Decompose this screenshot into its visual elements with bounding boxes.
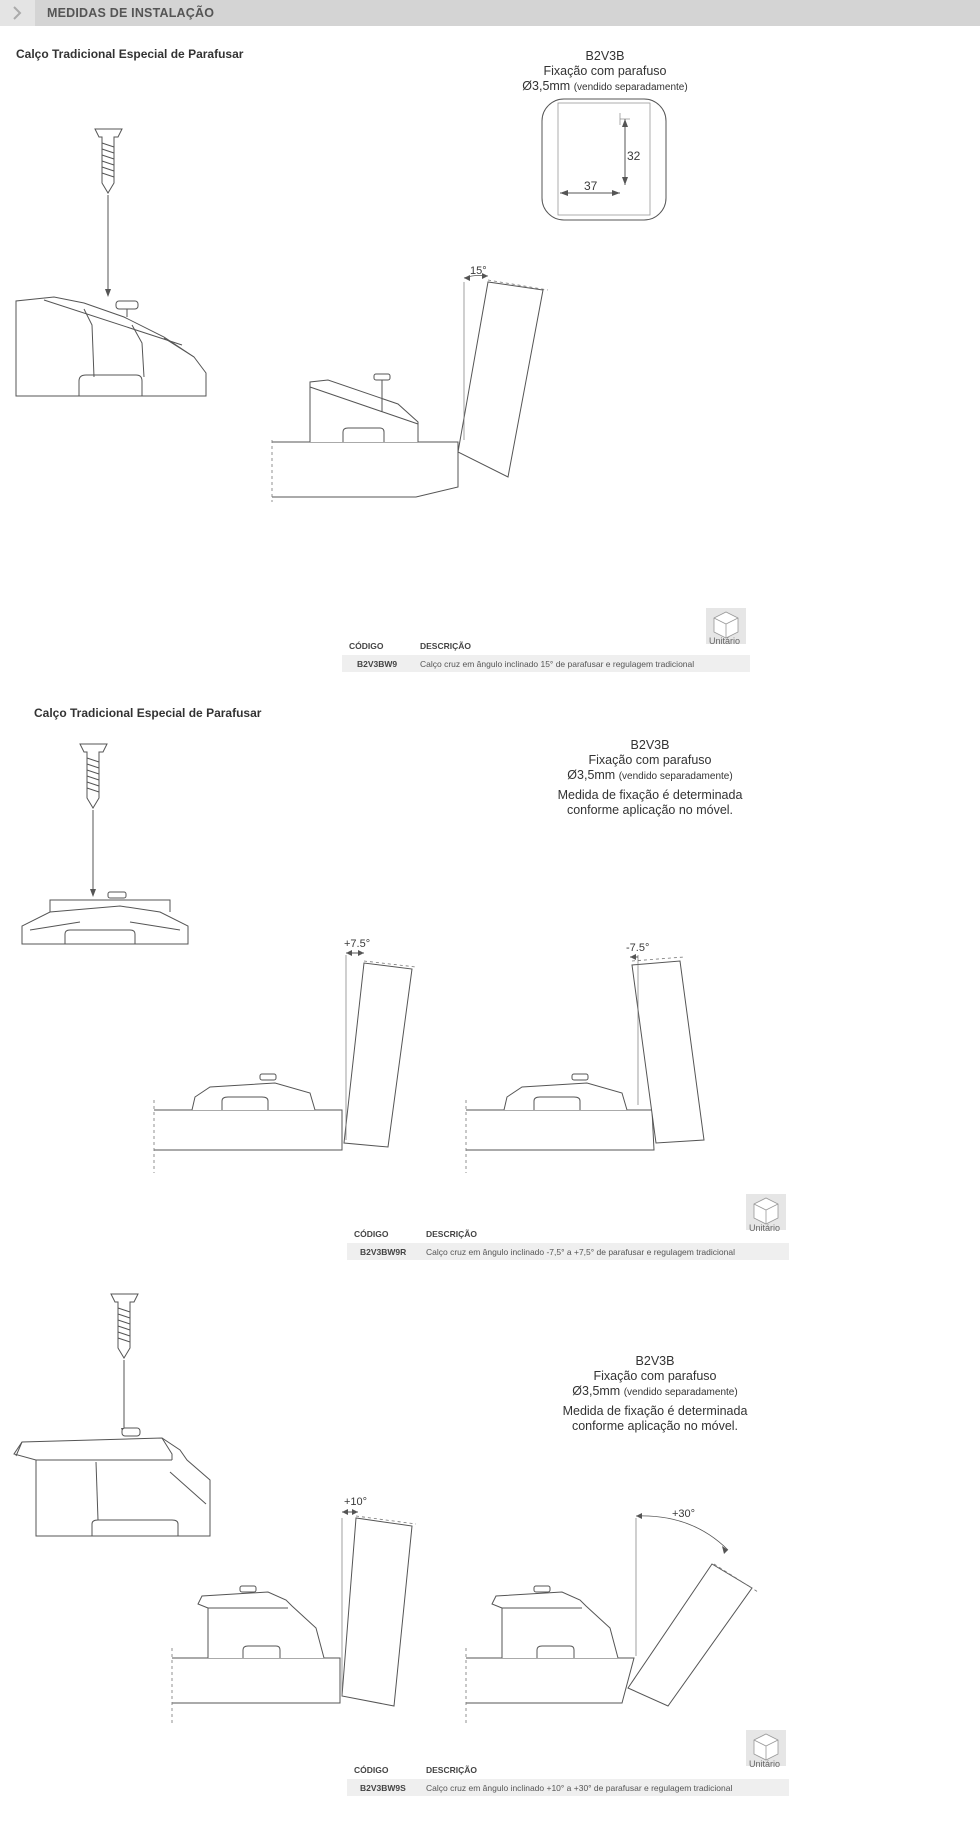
screw-icon — [75, 740, 115, 900]
table-row — [347, 1243, 789, 1260]
angle-label: +10° — [344, 1496, 368, 1508]
unit-label: Unitário — [709, 636, 741, 646]
spec-note-line-1: Medida de fixação é determinada — [557, 788, 743, 802]
table-header-code: CÓDIGO — [349, 641, 384, 651]
product-code: B2V3BW9R — [360, 1247, 407, 1257]
spec-diameter: Ø3,5mm — [572, 1384, 621, 1398]
spec-note-line-1: Medida de fixação é determinada — [562, 1404, 748, 1418]
spec-fixation: Fixação com parafuso — [593, 1369, 717, 1383]
cabinet-assembly-plus-30 — [462, 1488, 762, 1728]
angle-label: -7.5° — [626, 942, 650, 954]
spec-block — [515, 738, 785, 818]
dimension-height-label: 32 — [627, 149, 641, 163]
product-description: Calço cruz em ângulo inclinado 15° de parafusar e regulagem tradicional — [420, 659, 695, 669]
table-header-description: DESCRIÇÃO — [426, 1765, 478, 1775]
screw-icon — [90, 125, 130, 300]
cabinet-assembly-plus-10 — [168, 1488, 428, 1728]
table-header-code: CÓDIGO — [354, 1229, 389, 1239]
table-header-description: DESCRIÇÃO — [426, 1229, 478, 1239]
table-header-description: DESCRIÇÃO — [420, 641, 472, 651]
spec-note-line-2: conforme aplicação no móvel. — [571, 1419, 739, 1433]
spec-code: B2V3B — [635, 1354, 675, 1368]
unit-label: Unitário — [749, 1759, 781, 1769]
unit-label: Unitário — [749, 1223, 781, 1233]
header-arrow-box — [0, 0, 35, 26]
screw-icon — [106, 1290, 146, 1440]
cabinet-assembly-minus-7-5 — [462, 935, 732, 1175]
section-header-bar — [0, 0, 980, 26]
chevron-right-icon — [0, 0, 35, 26]
product-description: Calço cruz em ângulo inclinado +10° a +30° de parafusar e regulagem tradicional — [426, 1783, 733, 1793]
product-description: Calço cruz em ângulo inclinado -7,5° a +7,5° de parafusar e regulagem tradicional — [426, 1247, 735, 1257]
fixing-dimensions-diagram — [540, 97, 670, 222]
shim-wedge-illustration — [14, 295, 209, 400]
table-row — [342, 655, 750, 672]
spec-diameter: Ø3,5mm — [567, 768, 616, 782]
spec-note: (vendido separadamente) — [618, 771, 733, 782]
spec-screw-size — [520, 1384, 790, 1400]
page-title: MEDIDAS DE INSTALAÇÃO — [47, 6, 215, 20]
spec-block — [520, 1354, 790, 1434]
spec-screw-size — [515, 768, 785, 784]
spec-screw-size — [470, 79, 740, 95]
product-code: B2V3BW9 — [357, 659, 398, 669]
product-code: B2V3BW9S — [360, 1783, 406, 1793]
angle-label: +30° — [672, 1508, 696, 1520]
section-title: Calço Tradicional Especial de Parafusar — [34, 706, 262, 720]
spec-code: B2V3B — [630, 738, 670, 752]
table-row — [347, 1779, 789, 1796]
dimension-width-label: 37 — [584, 179, 598, 193]
spec-code: B2V3B — [585, 49, 625, 63]
table-header-code: CÓDIGO — [354, 1765, 389, 1775]
spec-note: (vendido separadamente) — [573, 82, 688, 93]
angle-label: 15° — [470, 265, 487, 277]
spec-block — [470, 49, 740, 95]
spec-fixation: Fixação com parafuso — [588, 753, 712, 767]
angle-label: +7.5° — [344, 938, 371, 950]
spec-note-line-2: conforme aplicação no móvel. — [566, 803, 734, 817]
cabinet-assembly-15 — [268, 262, 568, 507]
spec-fixation: Fixação com parafuso — [543, 64, 667, 78]
spec-note: (vendido separadamente) — [623, 1387, 738, 1398]
spec-diameter: Ø3,5mm — [522, 79, 571, 93]
cabinet-assembly-plus-7-5 — [150, 935, 420, 1175]
section-title: Calço Tradicional Especial de Parafusar — [16, 47, 244, 61]
